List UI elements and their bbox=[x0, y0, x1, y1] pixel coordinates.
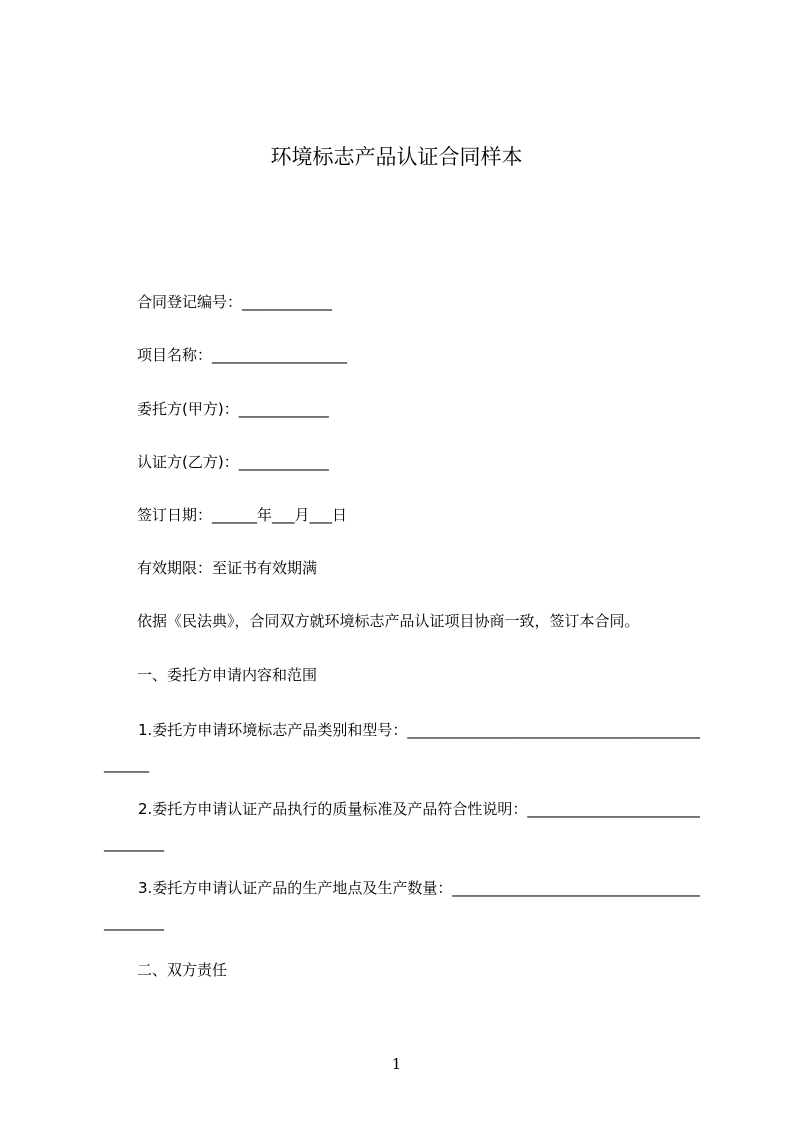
intro-paragraph: 依据《民法典》，合同双方就环境标志产品认证项目协商一致，签订本合同。 bbox=[137, 612, 640, 630]
certifier-party-field: 认证方(乙方)：____________ bbox=[137, 453, 329, 471]
page-number: 1 bbox=[391, 1055, 402, 1073]
validity-period-field: 有效期限：至证书有效期满 bbox=[137, 559, 318, 577]
document-title: 环境标志产品认证合同样本 bbox=[270, 145, 523, 169]
contract-registration-number-field: 合同登记编号：____________ bbox=[137, 293, 333, 311]
project-name-field: 项目名称：__________________ bbox=[137, 346, 348, 364]
section-heading-1: 一、委托方申请内容和范围 bbox=[137, 666, 318, 684]
item-3: 3.委托方申请认证产品的生产地点及生产数量：_________________________________________ bbox=[104, 879, 700, 931]
item-1: 1.委托方申请环境标志产品类别和型号：_____________________________________________ bbox=[104, 721, 700, 773]
signing-date-field: 签订日期：______年___月___日 bbox=[137, 506, 348, 524]
section-heading-2: 二、双方责任 bbox=[137, 961, 228, 979]
item-2: 2.委托方申请认证产品执行的质量标准及产品符合性说明：_______________________________ bbox=[104, 800, 700, 852]
client-party-field: 委托方(甲方)：____________ bbox=[137, 400, 329, 418]
